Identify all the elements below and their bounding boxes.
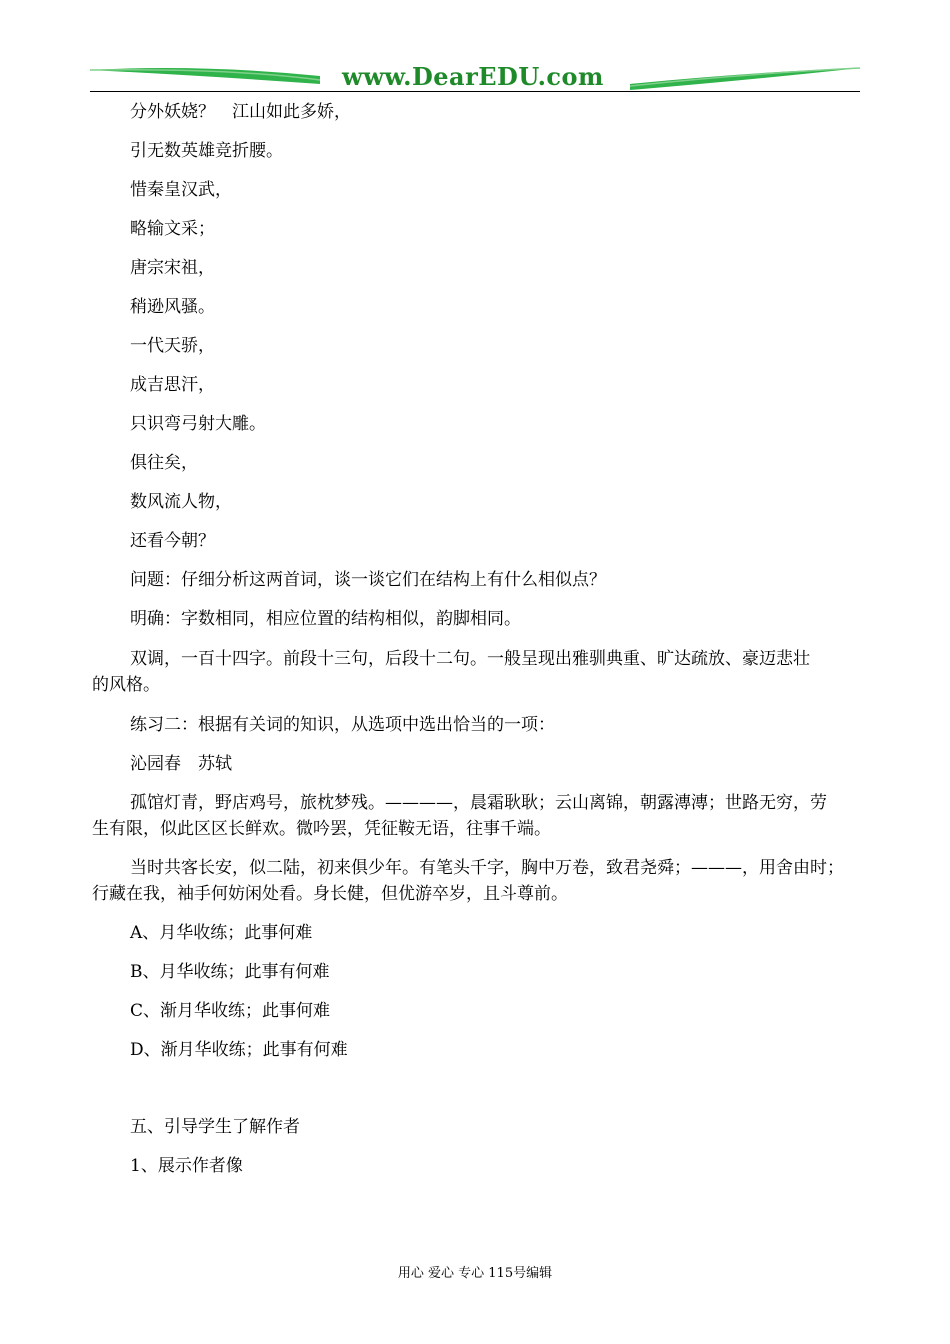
poem2-paragraph-1-line1: 孤馆灯青，野店鸡号，旅枕梦残。————，晨霜耿耿；云山离锦，朝露漙漙；世路无穷，劳 (130, 793, 827, 813)
poem-line: 数风流人物， (130, 492, 232, 512)
section-heading: 五、引导学生了解作者 (130, 1117, 300, 1137)
poem2-paragraph-2-line1: 当时共客长安，似二陆，初来俱少年。有笔头千字，胸中万卷，致君尧舜；———，用舍由时； (130, 858, 844, 878)
poem2-paragraph-2 (92, 855, 872, 907)
poem-line: 只识弯弓射大雕。 (130, 414, 266, 434)
poem2-paragraph-2-line2: 行藏在我，袖手何妨闲处看。身长健，但优游卒岁，且斗尊前。 (92, 884, 568, 904)
intro-paragraph-line2: 的风格。 (92, 675, 160, 695)
poem2-paragraph-1-line2: 生有限，似此区区长鲜欢。微吟罢，凭征鞍无语，往事千端。 (92, 819, 551, 839)
intro-paragraph (92, 646, 872, 698)
poem-line: 引无数英雄竞折腰。 (130, 141, 283, 161)
poem-line: 惜秦皇汉武， (130, 180, 232, 200)
option-a: A、月华收练；此事何难 (130, 923, 313, 943)
poem-line: 一代天骄， (130, 336, 215, 356)
intro-paragraph-line1: 双调，一百十四字。前段十三句，后段十二句。一般呈现出雅驯典重、旷达疏放、豪迈悲壮 (130, 649, 810, 669)
option-c: C、渐月华收练；此事何难 (130, 1001, 331, 1021)
exercise-title: 练习二：根据有关词的知识，从选项中选出恰当的一项： (130, 715, 555, 735)
brand-logo-text: www.DearEDU.com (342, 62, 604, 91)
poem-line: 唐宗宋祖， (130, 258, 215, 278)
answer-text: 明确：字数相同，相应位置的结构相似，韵脚相同。 (130, 609, 521, 629)
poem-line: 还看今朝？ (130, 531, 215, 551)
section-item: 1、展示作者像 (130, 1156, 243, 1176)
poem2-title: 沁园春 苏轼 (130, 754, 232, 774)
header-divider (90, 91, 860, 92)
poem-line: 成吉思汗， (130, 375, 215, 395)
poem2-paragraph-1 (92, 790, 872, 842)
option-b: B、月华收练；此事有何难 (130, 962, 330, 982)
poem-line: 稍逊风骚。 (130, 297, 215, 317)
option-d: D、渐月华收练；此事有何难 (130, 1040, 348, 1060)
poem-line: 略输文采； (130, 219, 215, 239)
poem-line: 分外妖娆？ 江山如此多娇， (130, 102, 351, 122)
page-footer: 用心 爱心 专心 115号编辑 (397, 1266, 553, 1281)
question-text: 问题：仔细分析这两首词，谈一谈它们在结构上有什么相似点？ (130, 570, 606, 590)
poem-line: 俱往矣， (130, 453, 198, 473)
